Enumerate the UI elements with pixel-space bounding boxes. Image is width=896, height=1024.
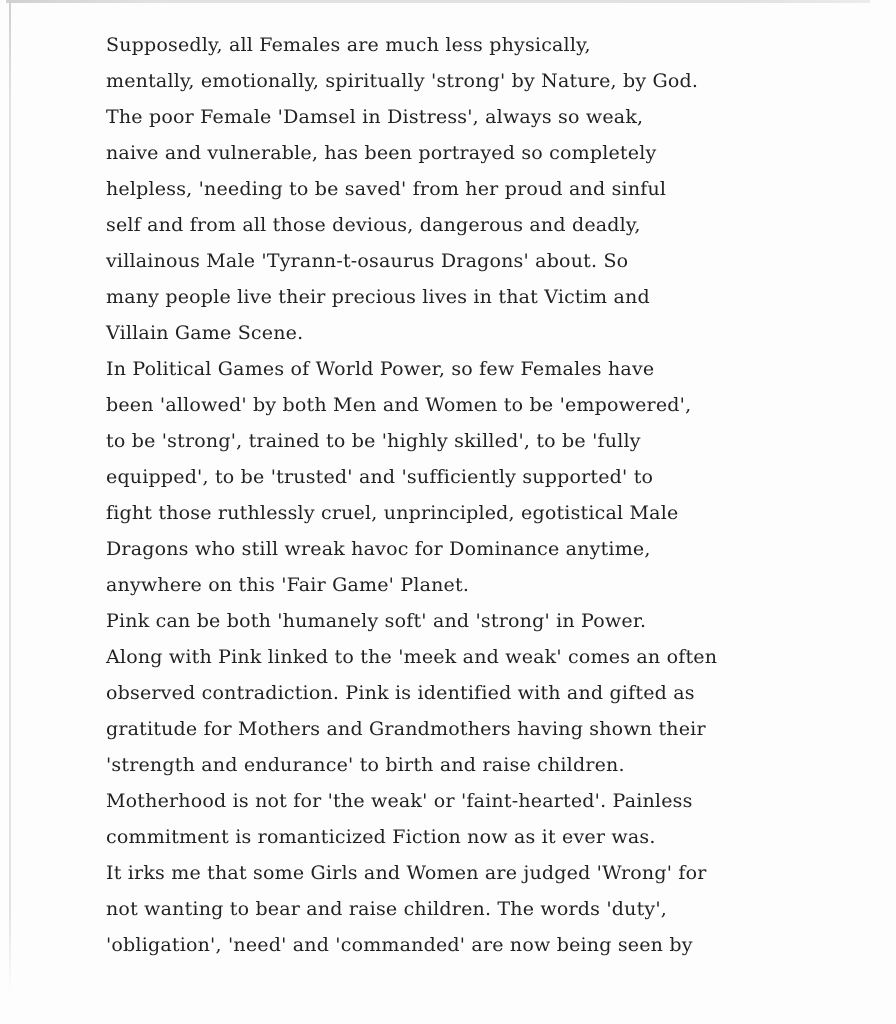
text-line: Pink can be both 'humanely soft' and 'strong' in Power.: [106, 610, 647, 632]
text-line: 'strength and endurance' to birth and raise children.: [106, 754, 625, 776]
text-line: fight those ruthlessly cruel, unprincipled, egotistical Male: [106, 502, 679, 524]
text-line: commitment is romanticized Fiction now as it ever was.: [106, 826, 656, 848]
text-line: not wanting to bear and raise children. The words 'duty',: [106, 898, 668, 920]
text-line: Along with Pink linked to the 'meek and weak' comes an often: [106, 646, 718, 668]
text-line: to be 'strong', trained to be 'highly skilled', to be 'fully: [106, 430, 641, 452]
text-line: many people live their precious lives in that Victim and: [106, 286, 650, 308]
text-line: It irks me that some Girls and Women are judged 'Wrong' for: [106, 862, 707, 884]
text-line: Dragons who still wreak havoc for Dominance anytime,: [106, 538, 651, 560]
document-text-block: [106, 27, 717, 963]
text-line: naive and vulnerable, has been portrayed so completely: [106, 142, 657, 164]
text-line: self and from all those devious, dangerous and deadly,: [106, 214, 641, 236]
page-left-edge-line: [9, 2, 11, 992]
text-line: gratitude for Mothers and Grandmothers having shown their: [106, 718, 706, 740]
text-line: equipped', to be 'trusted' and 'sufficiently supported' to: [106, 466, 654, 488]
text-line: mentally, emotionally, spiritually 'strong' by Nature, by God.: [106, 70, 699, 92]
text-line: Villain Game Scene.: [106, 322, 304, 344]
text-line: been 'allowed' by both Men and Women to be 'empowered',: [106, 394, 692, 416]
text-line: villainous Male 'Tyrann-t-osaurus Dragons' about. So: [106, 250, 629, 272]
text-line: The poor Female 'Damsel in Distress', always so weak,: [106, 106, 644, 128]
text-line: observed contradiction. Pink is identified with and gifted as: [106, 682, 695, 704]
text-line: helpless, 'needing to be saved' from her proud and sinful: [106, 178, 667, 200]
text-line: In Political Games of World Power, so few Females have: [106, 358, 655, 380]
page-top-edge-line: [6, 0, 870, 3]
text-line: Supposedly, all Females are much less physically,: [106, 34, 591, 56]
text-line: 'obligation', 'need' and 'commanded' are now being seen by: [106, 934, 693, 956]
text-line: Motherhood is not for 'the weak' or 'faint-hearted'. Painless: [106, 790, 693, 812]
text-line: anywhere on this 'Fair Game' Planet.: [106, 574, 470, 596]
